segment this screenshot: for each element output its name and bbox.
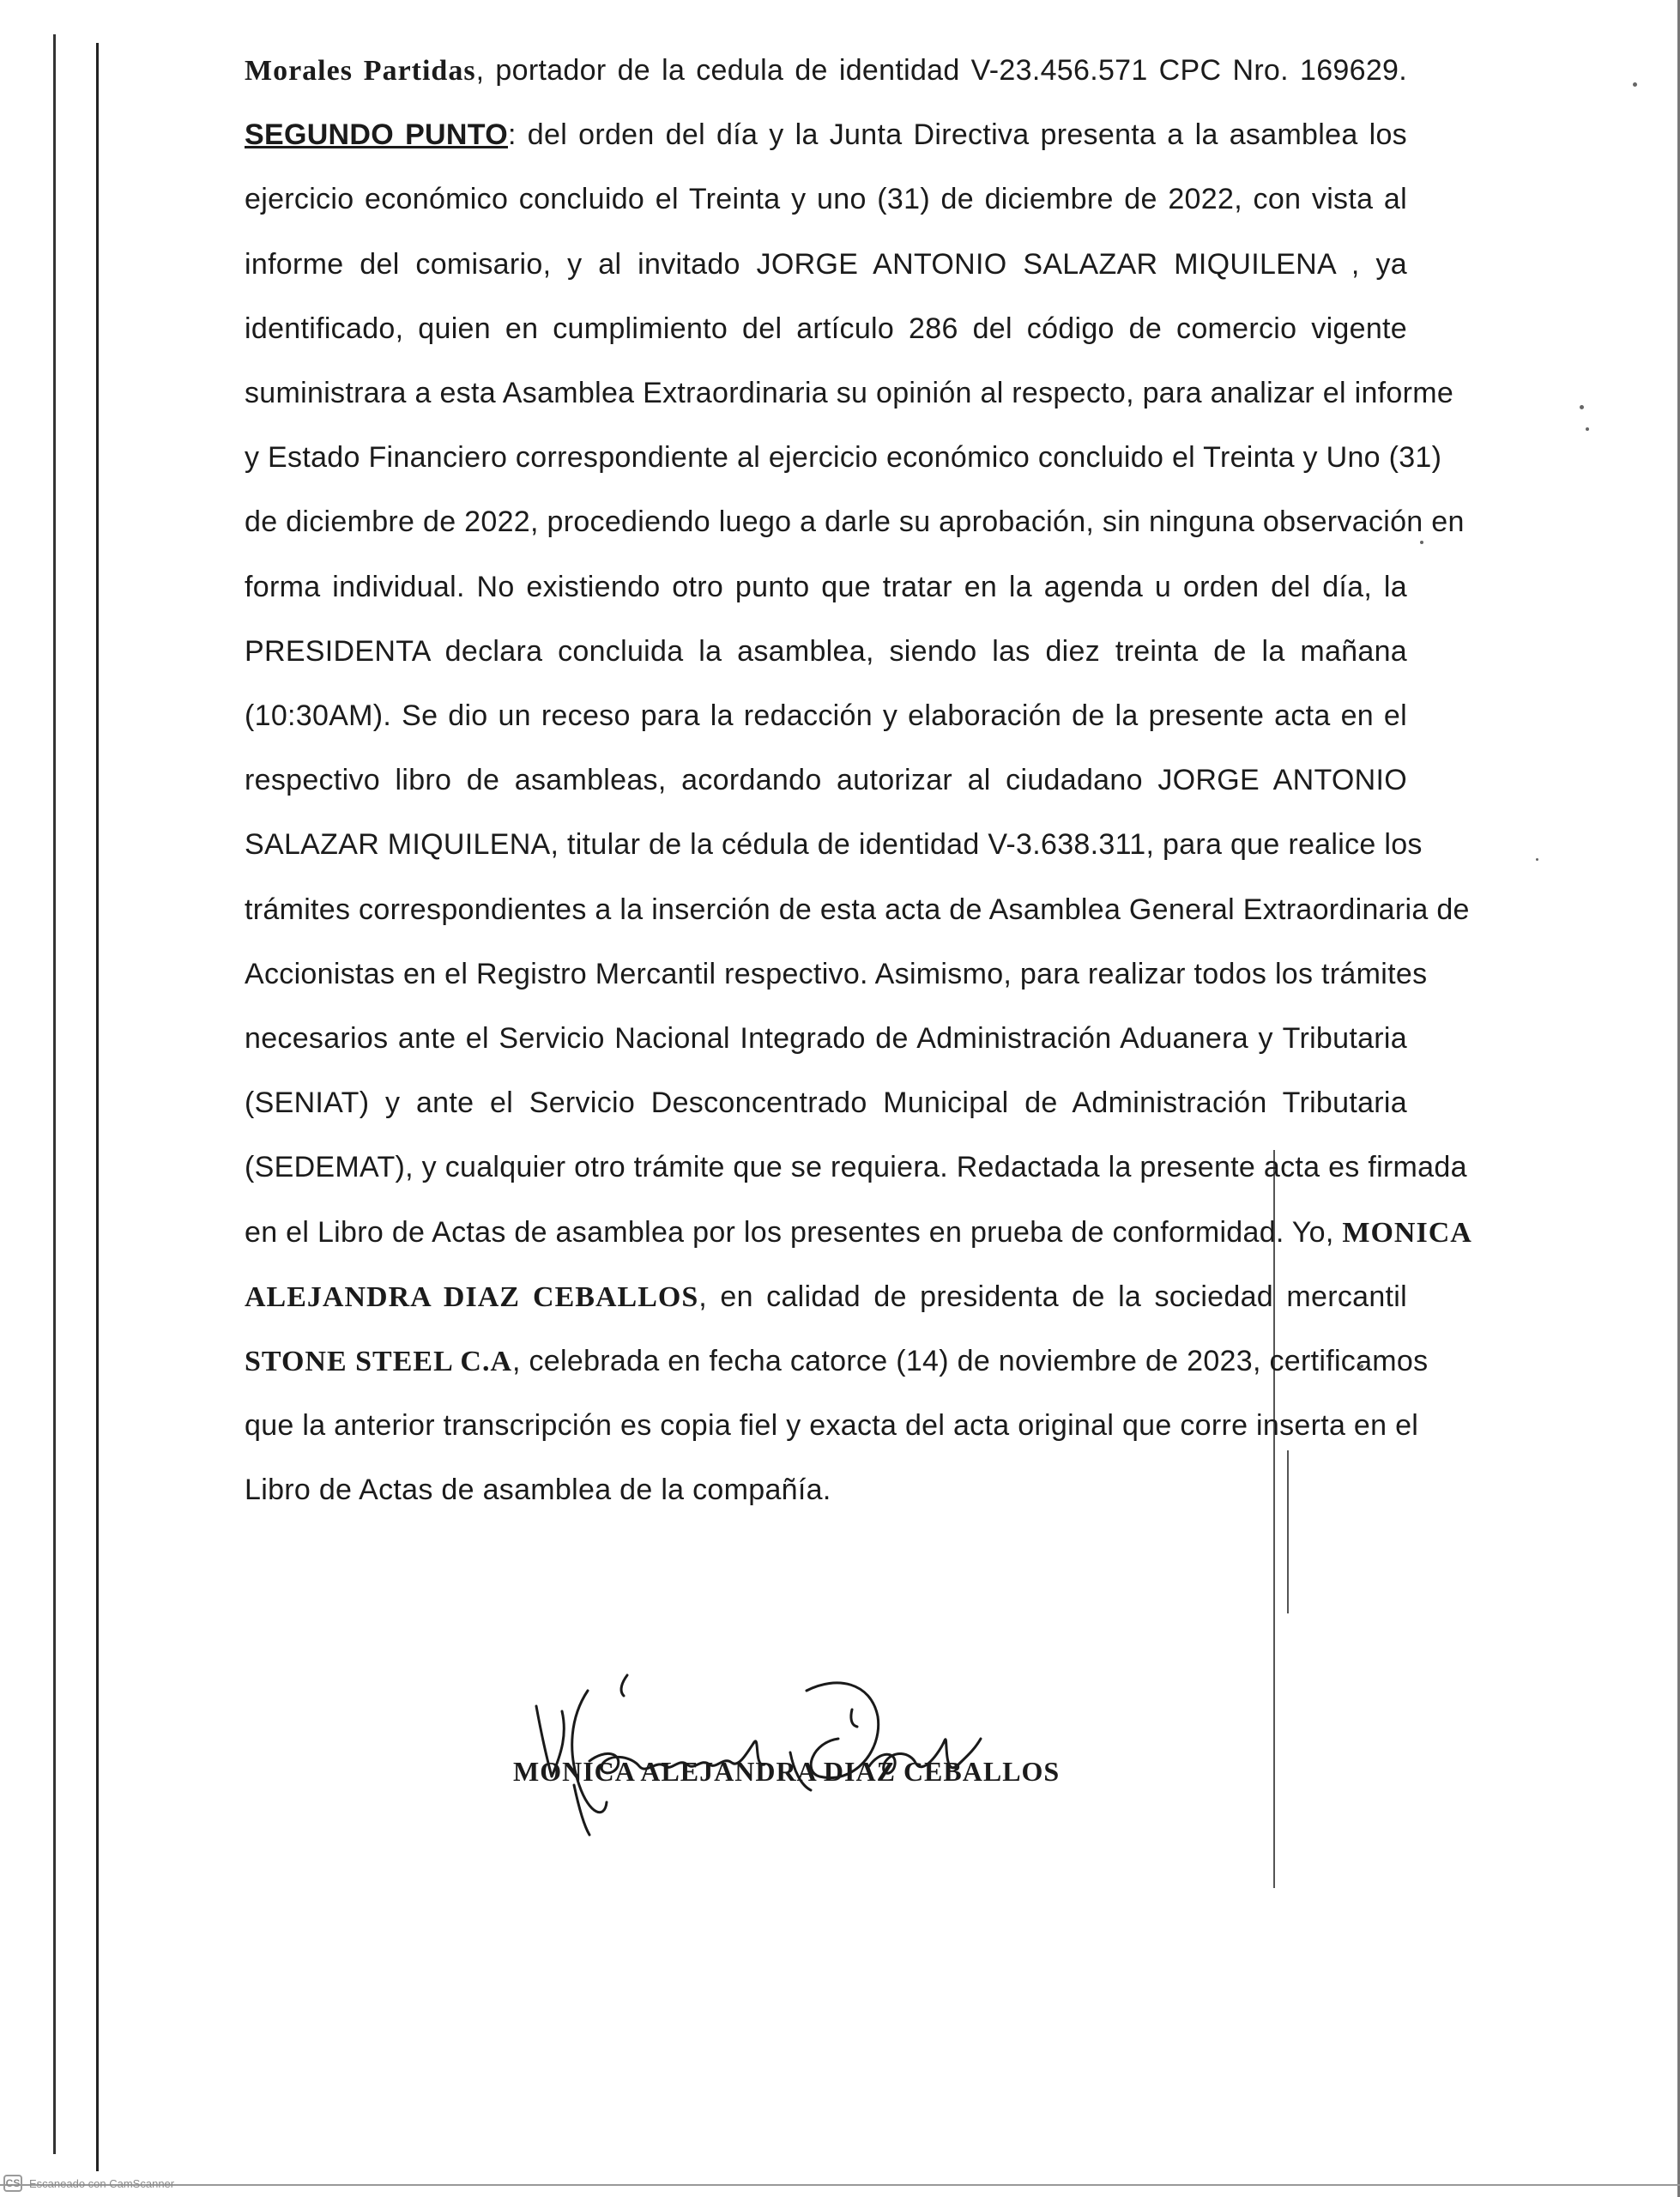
line-text: y Estado Financiero correspondiente al ejercicio económico concluido el Treinta y Uno (31) <box>245 441 1442 474</box>
document-line <box>245 53 1407 88</box>
document-line <box>245 634 1407 669</box>
line-text: en el Libro de Actas de asamblea por los presentes en prueba de conformidad. Yo, <box>245 1216 1343 1249</box>
line-text: , portador de la cedula de identidad V-23.456.571 CPC Nro. 169629. <box>475 54 1407 87</box>
line-text: respectivo libro de asambleas, acordando autorizar al ciudadano JORGE ANTONIO <box>245 764 1407 796</box>
line-text: forma individual. No existiendo otro punto que tratar en la agenda u orden del día, la <box>245 571 1407 603</box>
handwritten-signature <box>511 1656 1154 1837</box>
document-line <box>245 570 1407 604</box>
scan-crease-line <box>1273 1150 1275 1888</box>
document-line <box>245 1150 1467 1184</box>
line-text: trámites correspondientes a la inserción de esta acta de Asamblea General Extraordinaria de <box>245 893 1470 926</box>
document-line <box>245 1408 1419 1443</box>
line-text: informe del comisario, y al invitado JORGE ANTONIO SALAZAR MIQUILENA , ya <box>245 248 1407 281</box>
scan-speck <box>1580 405 1584 409</box>
document-line <box>245 699 1407 733</box>
document-line <box>245 1215 1472 1250</box>
scanner-label: Escaneado con CamScanner <box>29 2176 175 2190</box>
document-line <box>245 247 1407 281</box>
document-line <box>245 827 1423 862</box>
document-line <box>245 182 1407 216</box>
document-line <box>245 957 1428 991</box>
line-text: identificado, quien en cumplimiento del artículo 286 del código de comercio vigente <box>245 312 1407 345</box>
page-edge-left <box>53 34 56 2154</box>
line-text: de diciembre de 2022, procediendo luego a darle su aprobación, sin ninguna observación en <box>245 505 1465 538</box>
line-text: Libro de Actas de asamblea de la compañía. <box>245 1474 831 1506</box>
scanner-watermark <box>3 2173 174 2194</box>
camscanner-logo-icon: CS <box>3 2175 22 2192</box>
document-line <box>245 893 1470 927</box>
document-line <box>245 505 1465 539</box>
line-text: PRESIDENTA declara concluida la asamblea, siendo las diez treinta de la mañana <box>245 635 1407 668</box>
emphasized-text: SEGUNDO PUNTO <box>245 118 508 151</box>
page-edge-bottom <box>0 2184 1680 2186</box>
scan-speck <box>1633 82 1637 87</box>
document-line <box>245 1473 1407 1507</box>
document-line <box>245 376 1454 410</box>
page-edge-left-inner <box>96 43 99 2171</box>
scan-speck <box>1586 427 1589 431</box>
line-text: , en calidad de presidenta de la sociedad mercantil <box>698 1280 1408 1313</box>
line-text: (SEDEMAT), y cualquier otro trámite que se requiera. Redactada la presente acta es firmada <box>245 1151 1467 1183</box>
emphasized-text: MONICA <box>1342 1217 1472 1249</box>
line-text: Accionistas en el Registro Mercantil respectivo. Asimismo, para realizar todos los trámites <box>245 958 1428 990</box>
emphasized-text: Morales Partidas <box>245 55 476 87</box>
line-text: que la anterior transcripción es copia fiel y exacta del acta original que corre inserta en el <box>245 1409 1419 1442</box>
document-line <box>245 1344 1429 1379</box>
scan-speck <box>1536 858 1538 861</box>
document-line <box>245 1086 1407 1120</box>
document-line <box>245 118 1407 152</box>
document-line <box>245 440 1442 475</box>
emphasized-text: STONE STEEL C.A <box>245 1346 513 1377</box>
document-line <box>245 312 1407 346</box>
scan-speck <box>1420 541 1423 544</box>
document-line <box>245 763 1407 797</box>
line-text: (SENIAT) y ante el Servicio Desconcentrado Municipal de Administración Tributaria <box>245 1086 1407 1119</box>
line-text: suministrara a esta Asamblea Extraordinaria su opinión al respecto, para analizar el informe <box>245 377 1454 409</box>
document-line <box>245 1280 1407 1315</box>
line-text: necesarios ante el Servicio Nacional Integrado de Administración Aduanera y Tributaria <box>245 1022 1407 1055</box>
document-line <box>245 1021 1407 1056</box>
line-text: , celebrada en fecha catorce (14) de noviembre de 2023, certificamos <box>512 1345 1429 1377</box>
line-text: SALAZAR MIQUILENA, titular de la cédula de identidad V-3.638.311, para que realice los <box>245 828 1423 861</box>
line-text: (10:30AM). Se dio un receso para la redacción y elaboración de la presente acta en el <box>245 699 1407 732</box>
emphasized-text: ALEJANDRA DIAZ CEBALLOS <box>245 1281 699 1313</box>
line-text: : del orden del día y la Junta Directiva presenta a la asamblea los <box>507 118 1407 151</box>
signer-name: MONICA ALEJANDRA DIAZ CEBALLOS <box>513 1756 1061 1787</box>
line-text: ejercicio económico concluido el Treinta y uno (31) de diciembre de 2022, con vista al <box>245 183 1407 215</box>
